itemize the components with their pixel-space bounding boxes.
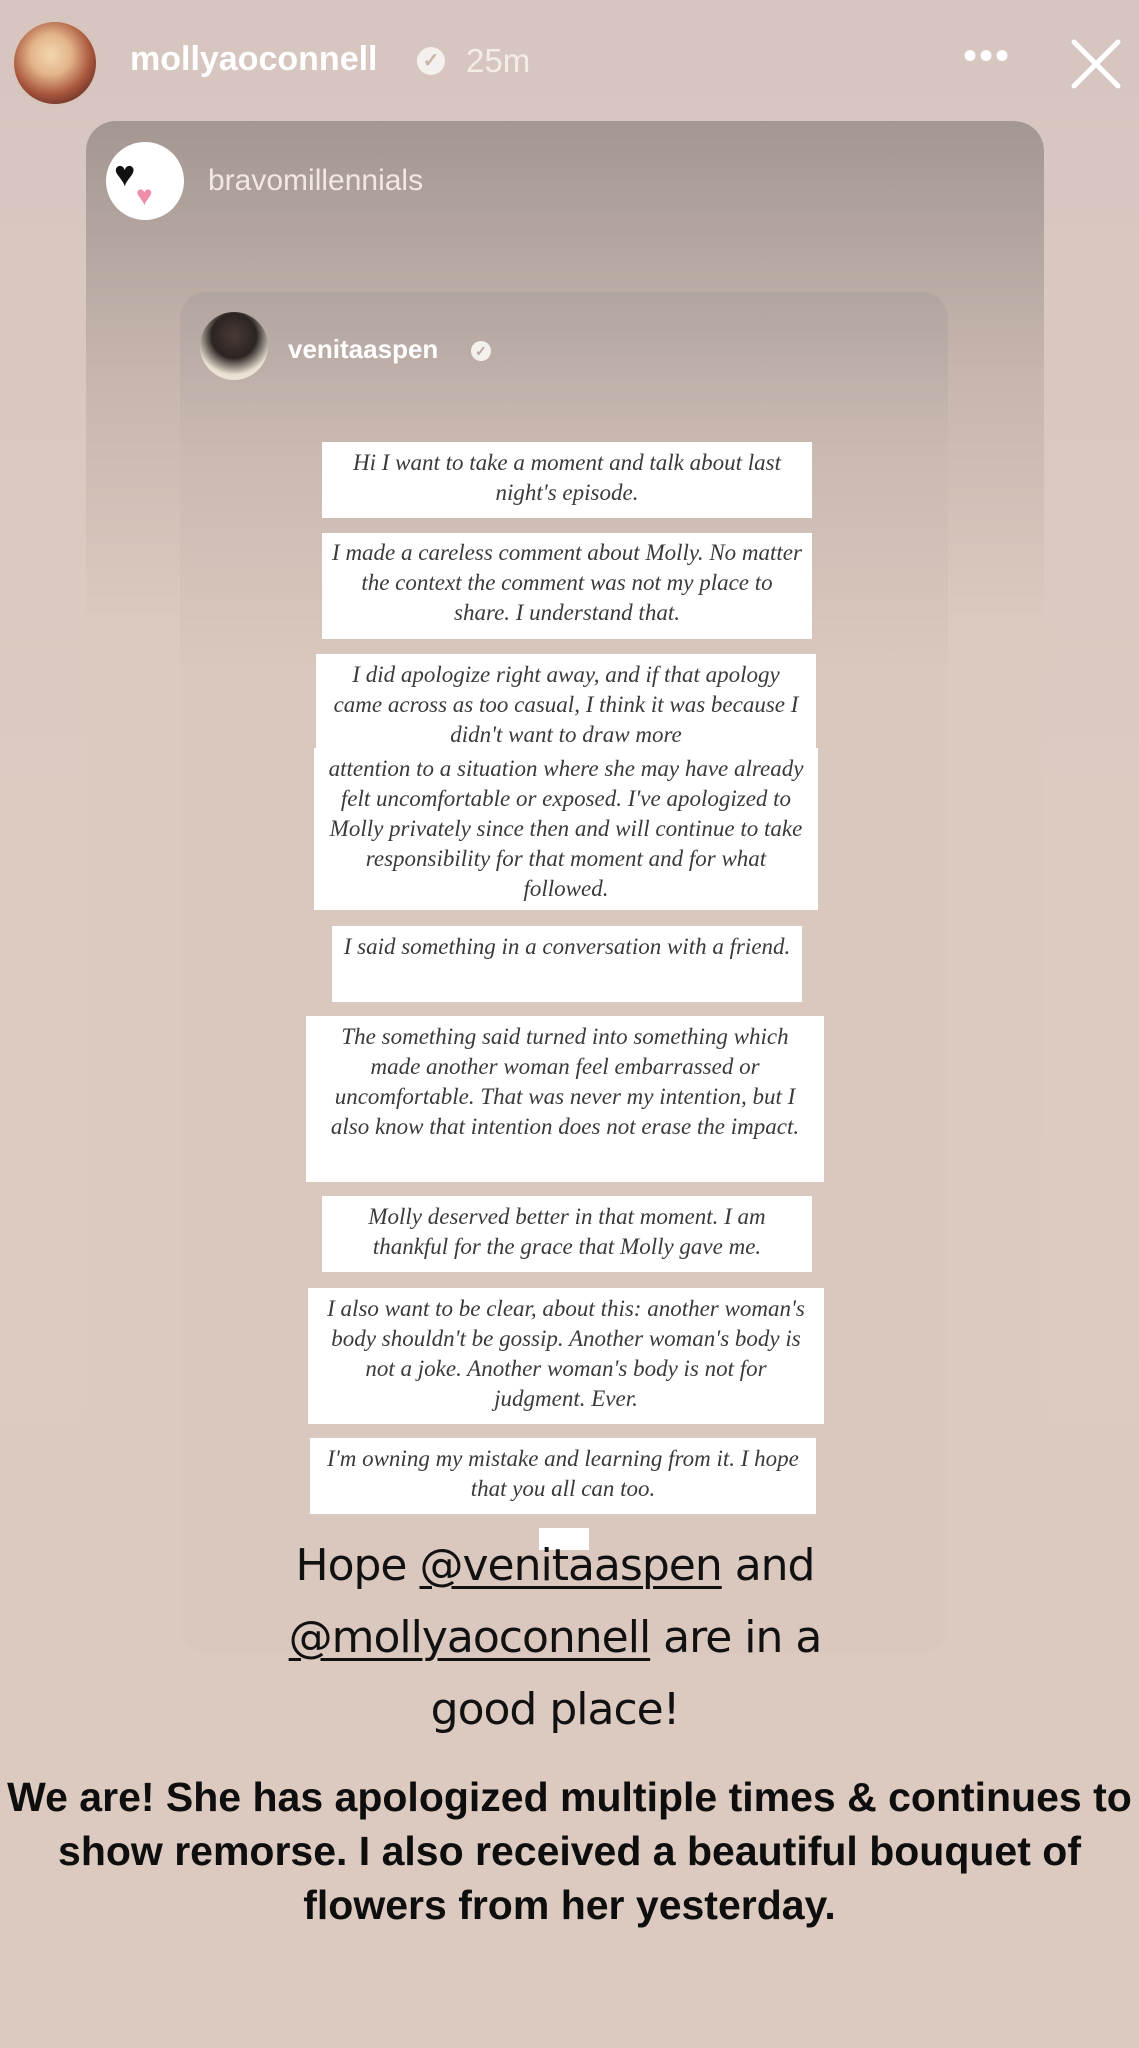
heart-icon: ♥ xyxy=(114,153,136,194)
statement-box: Molly deserved better in that moment. I am thankful for the grace that Molly gave me. xyxy=(322,1196,812,1272)
caption-text: Hope xyxy=(295,1540,420,1591)
reshare-caption xyxy=(230,1530,880,1746)
statement-box: attention to a situation where she may have already felt uncomfortable or exposed. I've apologized to Molly privately since then and will continue to take responsibility for that moment and for what followed. xyxy=(314,748,818,910)
more-options-icon[interactable]: ••• xyxy=(962,34,1011,78)
statement-box: I made a careless comment about Molly. No matter the context the comment was not my place to share. I understand that. xyxy=(322,533,812,639)
verified-badge-icon: ✓ xyxy=(471,341,491,361)
story-timestamp: 25m xyxy=(466,42,531,79)
inner-username[interactable]: venitaaspen xyxy=(288,334,439,364)
reply-caption: We are! She has apologized multiple times & continues to show remorse. I also received a beautiful bouquet of flowers from her yesterday. xyxy=(7,1774,1132,1928)
statement-box: I'm owning my mistake and learning from it. I hope that you all can too. xyxy=(310,1438,816,1514)
close-icon[interactable] xyxy=(1066,34,1126,94)
mention-link[interactable]: @venitaaspen xyxy=(419,1540,722,1591)
story-header xyxy=(0,0,1139,125)
caption-text: and xyxy=(721,1540,815,1591)
caption-text: are in a good place! xyxy=(430,1612,822,1735)
bravo-avatar[interactable] xyxy=(106,142,184,220)
statement-box: I did apologize right away, and if that apology came across as too casual, I think it was because I didn't want to draw more xyxy=(316,654,816,754)
shared-username[interactable]: bravomillennials xyxy=(208,164,424,197)
statement-box: The something said turned into something which made another woman feel embarrassed or uncomfortable. That was never my intention, but I also know that intention does not erase the impact. xyxy=(306,1016,824,1182)
verified-badge-icon: ✓ xyxy=(417,47,445,75)
statement-box: Hi I want to take a moment and talk about last night's episode. xyxy=(322,442,812,518)
heart-icon: ♥ xyxy=(136,180,153,211)
story-username[interactable]: mollyaoconnell xyxy=(130,40,378,78)
statement-box: I said something in a conversation with a friend. xyxy=(332,926,802,1002)
avatar[interactable] xyxy=(12,20,98,106)
mention-link[interactable]: @mollyaoconnell xyxy=(288,1612,651,1663)
statement-box: I also want to be clear, about this: another woman's body shouldn't be gossip. Another woman's body is not a joke. Another woman's body is not for judgment. Ever. xyxy=(308,1288,824,1424)
venita-avatar[interactable] xyxy=(200,312,268,380)
